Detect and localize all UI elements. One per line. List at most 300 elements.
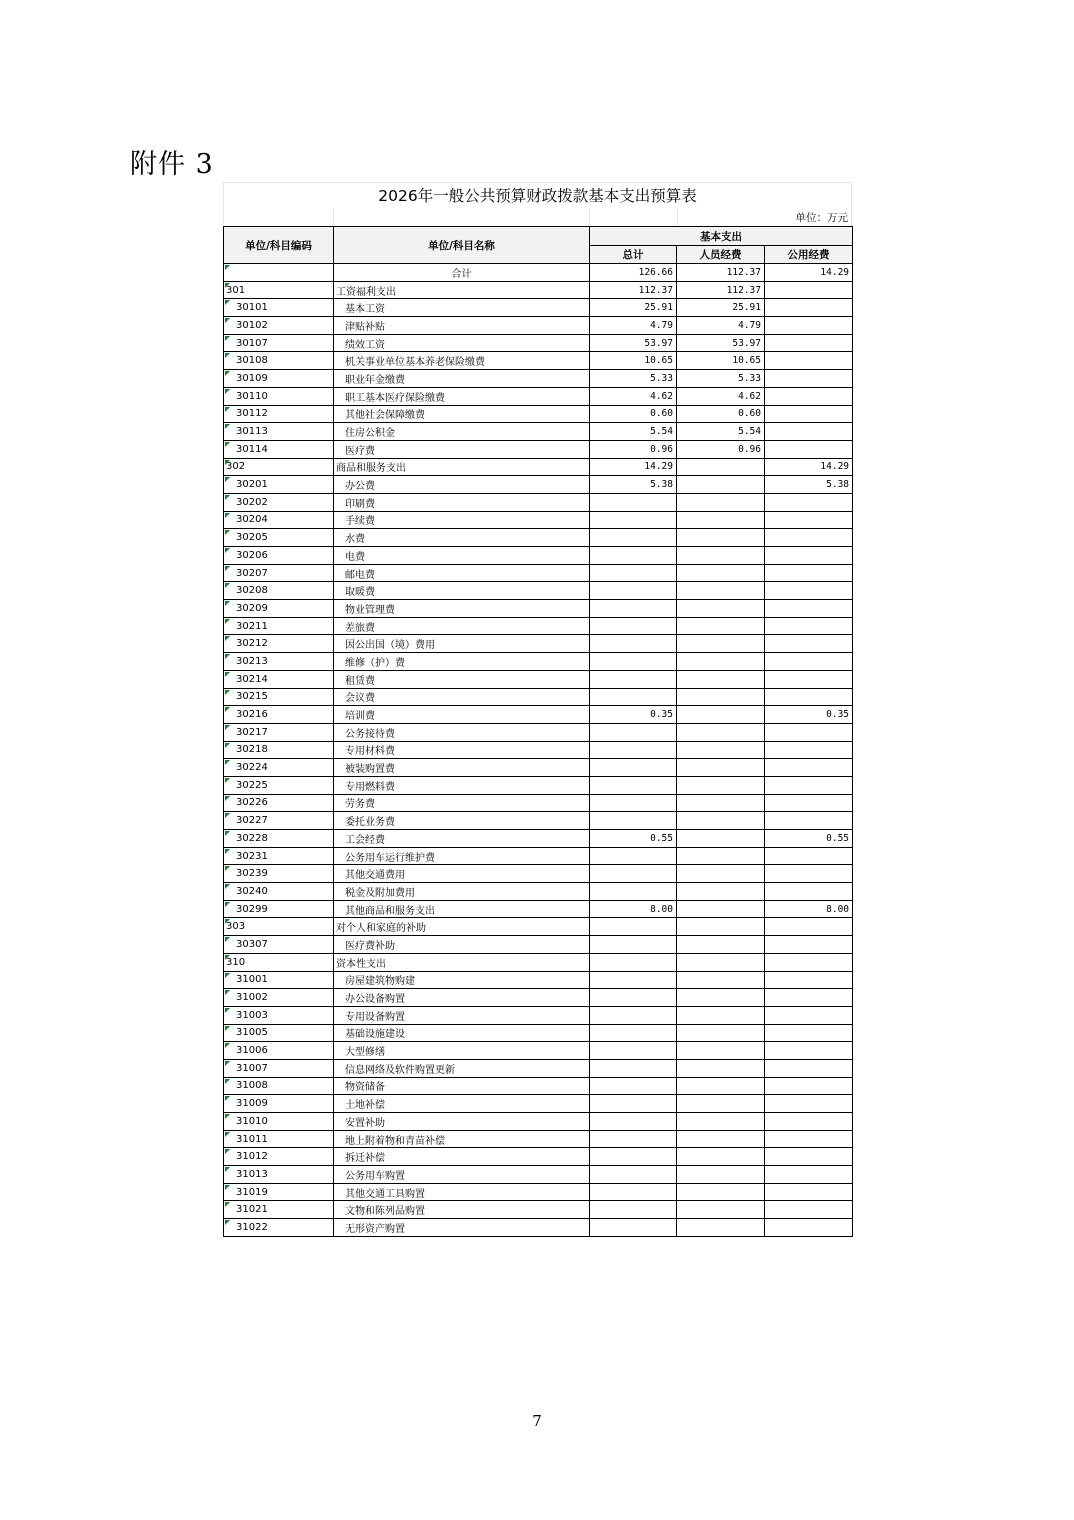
row-public (765, 493, 853, 511)
row-personnel (677, 476, 765, 494)
row-name: 住房公积金 (334, 423, 590, 441)
row-personnel (677, 936, 765, 954)
row-code: 30211 (224, 617, 334, 635)
row-total (590, 794, 677, 812)
row-name: 专用设备购置 (334, 1006, 590, 1024)
row-code: 30216 (224, 706, 334, 724)
row-personnel (677, 1059, 765, 1077)
row-public (765, 564, 853, 582)
row-personnel (677, 723, 765, 741)
row-name: 劳务费 (334, 794, 590, 812)
row-public (765, 776, 853, 794)
row-code: 31013 (224, 1166, 334, 1184)
row-public (765, 1042, 853, 1060)
row-total (590, 812, 677, 830)
row-name: 维修（护）费 (334, 653, 590, 671)
row-public (765, 759, 853, 777)
row-total (590, 493, 677, 511)
row-code: 301 (224, 281, 334, 299)
attachment-label: 附件 3 (130, 149, 214, 180)
row-code: 30225 (224, 776, 334, 794)
row-name: 其他商品和服务支出 (334, 900, 590, 918)
table-row (224, 812, 853, 830)
row-code: 30307 (224, 936, 334, 954)
table-row (224, 458, 853, 476)
row-code: 31005 (224, 1024, 334, 1042)
page-number: 7 (532, 1412, 542, 1430)
row-personnel: 5.33 (677, 370, 765, 388)
row-code: 30110 (224, 387, 334, 405)
table-row (224, 370, 853, 388)
table-row (224, 971, 853, 989)
table-row (224, 334, 853, 352)
row-total: 5.38 (590, 476, 677, 494)
row-personnel (677, 776, 765, 794)
table-row (224, 1059, 853, 1077)
row-code: 30113 (224, 423, 334, 441)
table-row (224, 317, 853, 335)
row-public (765, 423, 853, 441)
row-personnel (677, 1183, 765, 1201)
row-name: 会议费 (334, 688, 590, 706)
row-public (765, 1077, 853, 1095)
row-name: 公务用车运行维护费 (334, 847, 590, 865)
header-code: 单位/科目编码 (224, 227, 334, 264)
row-code: 30299 (224, 900, 334, 918)
row-code: 30209 (224, 600, 334, 618)
row-code: 30214 (224, 670, 334, 688)
row-public (765, 600, 853, 618)
row-name: 委托业务费 (334, 812, 590, 830)
row-total (590, 759, 677, 777)
table-row (224, 706, 853, 724)
row-code: 30107 (224, 334, 334, 352)
table-row (224, 1219, 853, 1237)
table-row (224, 1077, 853, 1095)
row-public (765, 405, 853, 423)
row-public (765, 334, 853, 352)
row-total (590, 1183, 677, 1201)
row-public: 0.35 (765, 706, 853, 724)
row-total (590, 511, 677, 529)
row-code: 31010 (224, 1113, 334, 1131)
row-name: 房屋建筑物购建 (334, 971, 590, 989)
row-total: 5.54 (590, 423, 677, 441)
row-personnel (677, 1201, 765, 1219)
row-public (765, 299, 853, 317)
row-name: 水费 (334, 529, 590, 547)
row-name: 租赁费 (334, 670, 590, 688)
row-public (765, 387, 853, 405)
table-row (224, 440, 853, 458)
row-total (590, 653, 677, 671)
row-total: 4.79 (590, 317, 677, 335)
header-name: 单位/科目名称 (334, 227, 590, 264)
row-personnel (677, 1130, 765, 1148)
row-code: 310 (224, 953, 334, 971)
row-public: 0.55 (765, 830, 853, 848)
row-code: 31006 (224, 1042, 334, 1060)
row-total: 53.97 (590, 334, 677, 352)
row-public (765, 1148, 853, 1166)
row-personnel (677, 1006, 765, 1024)
row-public (765, 352, 853, 370)
total-total: 126.66 (590, 264, 677, 282)
row-total: 5.33 (590, 370, 677, 388)
row-code: 30224 (224, 759, 334, 777)
row-code: 30101 (224, 299, 334, 317)
row-personnel (677, 582, 765, 600)
table-row (224, 1148, 853, 1166)
row-total (590, 1095, 677, 1113)
row-total (590, 582, 677, 600)
row-public (765, 547, 853, 565)
row-personnel (677, 883, 765, 901)
row-public (765, 1166, 853, 1184)
row-public (765, 688, 853, 706)
table-row (224, 493, 853, 511)
row-name: 医疗费补助 (334, 936, 590, 954)
row-public (765, 670, 853, 688)
row-public (765, 511, 853, 529)
row-personnel (677, 847, 765, 865)
table-row (224, 953, 853, 971)
row-name: 对个人和家庭的补助 (334, 918, 590, 936)
row-name: 其他交通工具购置 (334, 1183, 590, 1201)
row-personnel (677, 918, 765, 936)
row-name: 地上附着物和青苗补偿 (334, 1130, 590, 1148)
row-total (590, 936, 677, 954)
row-personnel (677, 529, 765, 547)
row-public: 14.29 (765, 458, 853, 476)
table-body (224, 264, 853, 1237)
row-code: 30231 (224, 847, 334, 865)
row-total (590, 617, 677, 635)
table-row (224, 688, 853, 706)
row-personnel: 112.37 (677, 281, 765, 299)
row-name: 工资福利支出 (334, 281, 590, 299)
row-code: 31019 (224, 1183, 334, 1201)
row-personnel (677, 1024, 765, 1042)
row-public (765, 1219, 853, 1237)
row-personnel (677, 741, 765, 759)
row-name: 津贴补贴 (334, 317, 590, 335)
table-row (224, 1095, 853, 1113)
row-public (765, 1059, 853, 1077)
row-public: 5.38 (765, 476, 853, 494)
row-personnel (677, 971, 765, 989)
row-total (590, 1201, 677, 1219)
row-total (590, 1219, 677, 1237)
row-total (590, 1130, 677, 1148)
row-name: 拆迁补偿 (334, 1148, 590, 1166)
row-personnel: 0.60 (677, 405, 765, 423)
row-public (765, 918, 853, 936)
row-personnel (677, 1166, 765, 1184)
row-public (765, 370, 853, 388)
row-public (765, 883, 853, 901)
row-name: 被装购置费 (334, 759, 590, 777)
row-code: 30228 (224, 830, 334, 848)
row-name: 安置补助 (334, 1113, 590, 1131)
row-name: 无形资产购置 (334, 1219, 590, 1237)
row-public: 8.00 (765, 900, 853, 918)
row-name: 培训费 (334, 706, 590, 724)
row-personnel (677, 953, 765, 971)
row-code: 30205 (224, 529, 334, 547)
row-total: 0.96 (590, 440, 677, 458)
row-code: 30207 (224, 564, 334, 582)
row-public (765, 1201, 853, 1219)
row-personnel: 4.62 (677, 387, 765, 405)
row-public (765, 1006, 853, 1024)
row-code: 30202 (224, 493, 334, 511)
table-row (224, 1006, 853, 1024)
row-personnel (677, 688, 765, 706)
row-code: 30239 (224, 865, 334, 883)
unit-label: 单位：万元 (795, 212, 848, 224)
table-row (224, 1166, 853, 1184)
row-public (765, 1183, 853, 1201)
row-total: 10.65 (590, 352, 677, 370)
row-total (590, 883, 677, 901)
row-personnel: 10.65 (677, 352, 765, 370)
row-total: 0.60 (590, 405, 677, 423)
row-code: 31021 (224, 1201, 334, 1219)
row-code: 31007 (224, 1059, 334, 1077)
row-public (765, 281, 853, 299)
row-public (765, 794, 853, 812)
header-total: 总计 (590, 246, 677, 264)
table-row (224, 511, 853, 529)
table-row (224, 989, 853, 1007)
row-total (590, 971, 677, 989)
row-total: 14.29 (590, 458, 677, 476)
row-name: 土地补偿 (334, 1095, 590, 1113)
table-row (224, 600, 853, 618)
row-code: 30114 (224, 440, 334, 458)
row-personnel (677, 759, 765, 777)
row-name: 专用燃料费 (334, 776, 590, 794)
row-code: 30108 (224, 352, 334, 370)
table-row (224, 1130, 853, 1148)
table-row (224, 582, 853, 600)
row-code: 30218 (224, 741, 334, 759)
row-name: 工会经费 (334, 830, 590, 848)
row-name: 专用材料费 (334, 741, 590, 759)
table-row (224, 918, 853, 936)
table-row (224, 1201, 853, 1219)
row-public (765, 953, 853, 971)
row-public (765, 582, 853, 600)
row-total (590, 1113, 677, 1131)
table-row (224, 670, 853, 688)
row-public (765, 847, 853, 865)
row-name: 其他社会保障缴费 (334, 405, 590, 423)
row-code: 31009 (224, 1095, 334, 1113)
table-row (224, 405, 853, 423)
row-personnel: 0.96 (677, 440, 765, 458)
row-code: 303 (224, 918, 334, 936)
row-name: 基本工资 (334, 299, 590, 317)
table-row (224, 883, 853, 901)
row-personnel: 25.91 (677, 299, 765, 317)
table-row (224, 352, 853, 370)
row-total (590, 1059, 677, 1077)
row-personnel (677, 989, 765, 1007)
header-public: 公用经费 (765, 246, 853, 264)
row-code: 31002 (224, 989, 334, 1007)
row-personnel (677, 564, 765, 582)
row-code: 30206 (224, 547, 334, 565)
row-name: 医疗费 (334, 440, 590, 458)
row-name: 商品和服务支出 (334, 458, 590, 476)
row-total (590, 564, 677, 582)
row-code: 30212 (224, 635, 334, 653)
row-name: 差旅费 (334, 617, 590, 635)
row-name: 办公费 (334, 476, 590, 494)
row-personnel (677, 1042, 765, 1060)
row-total: 25.91 (590, 299, 677, 317)
row-total (590, 865, 677, 883)
row-code: 31003 (224, 1006, 334, 1024)
row-code: 30217 (224, 723, 334, 741)
table-row (224, 529, 853, 547)
row-name: 资本性支出 (334, 953, 590, 971)
row-personnel (677, 617, 765, 635)
row-personnel (677, 458, 765, 476)
row-name: 公务用车购置 (334, 1166, 590, 1184)
row-name: 取暖费 (334, 582, 590, 600)
unit-row (223, 208, 852, 226)
row-code: 30208 (224, 582, 334, 600)
table-row (224, 547, 853, 565)
table-row (224, 635, 853, 653)
row-personnel (677, 812, 765, 830)
row-personnel (677, 794, 765, 812)
total-row (224, 264, 853, 282)
row-name: 印刷费 (334, 493, 590, 511)
row-name: 信息网络及软件购置更新 (334, 1059, 590, 1077)
table-row (224, 617, 853, 635)
row-public (765, 865, 853, 883)
row-public (765, 440, 853, 458)
row-total (590, 847, 677, 865)
row-public (765, 1024, 853, 1042)
row-name: 基础设施建设 (334, 1024, 590, 1042)
row-public (765, 971, 853, 989)
row-name: 绩效工资 (334, 334, 590, 352)
table-row (224, 564, 853, 582)
table-row (224, 865, 853, 883)
row-code: 30204 (224, 511, 334, 529)
table-row (224, 299, 853, 317)
row-total (590, 723, 677, 741)
row-total: 8.00 (590, 900, 677, 918)
row-code: 30227 (224, 812, 334, 830)
row-personnel (677, 1148, 765, 1166)
table-row (224, 830, 853, 848)
row-public (765, 1130, 853, 1148)
row-personnel (677, 493, 765, 511)
row-total (590, 547, 677, 565)
row-total (590, 989, 677, 1007)
table-row (224, 1024, 853, 1042)
row-name: 职业年金缴费 (334, 370, 590, 388)
row-personnel (677, 1095, 765, 1113)
table-row (224, 281, 853, 299)
row-total: 0.35 (590, 706, 677, 724)
total-label: 合计 (334, 264, 590, 282)
row-personnel (677, 670, 765, 688)
row-total: 112.37 (590, 281, 677, 299)
row-name: 机关事业单位基本养老保险缴费 (334, 352, 590, 370)
row-code: 30102 (224, 317, 334, 335)
row-personnel (677, 706, 765, 724)
row-total: 4.62 (590, 387, 677, 405)
table-row (224, 1042, 853, 1060)
row-name: 因公出国（境）费用 (334, 635, 590, 653)
row-personnel (677, 1219, 765, 1237)
total-public: 14.29 (765, 264, 853, 282)
table-row (224, 653, 853, 671)
row-code: 31022 (224, 1219, 334, 1237)
table-row (224, 723, 853, 741)
row-name: 大型修缮 (334, 1042, 590, 1060)
row-name: 物业管理费 (334, 600, 590, 618)
row-total (590, 776, 677, 794)
table-row (224, 741, 853, 759)
row-name: 邮电费 (334, 564, 590, 582)
header-personnel: 人员经费 (677, 246, 765, 264)
row-code: 30215 (224, 688, 334, 706)
row-total (590, 1148, 677, 1166)
row-code: 30226 (224, 794, 334, 812)
row-code: 30201 (224, 476, 334, 494)
row-code: 30213 (224, 653, 334, 671)
row-personnel (677, 1113, 765, 1131)
row-public (765, 635, 853, 653)
row-personnel (677, 600, 765, 618)
row-code: 30240 (224, 883, 334, 901)
table-row (224, 1183, 853, 1201)
row-personnel: 5.54 (677, 423, 765, 441)
budget-sheet (223, 182, 852, 1237)
row-public (765, 936, 853, 954)
row-code: 31008 (224, 1077, 334, 1095)
row-total (590, 635, 677, 653)
row-public (765, 1095, 853, 1113)
table-row (224, 476, 853, 494)
row-public (765, 529, 853, 547)
row-public (765, 812, 853, 830)
row-public (765, 617, 853, 635)
row-personnel (677, 547, 765, 565)
row-total (590, 529, 677, 547)
table-row (224, 776, 853, 794)
row-personnel: 4.79 (677, 317, 765, 335)
table-row (224, 759, 853, 777)
row-personnel (677, 1077, 765, 1095)
total-code-cell (224, 264, 334, 282)
row-code: 31001 (224, 971, 334, 989)
row-name: 公务接待费 (334, 723, 590, 741)
total-personnel: 112.37 (677, 264, 765, 282)
table-row (224, 1113, 853, 1131)
row-name: 办公设备购置 (334, 989, 590, 1007)
row-name: 文物和陈列品购置 (334, 1201, 590, 1219)
row-public (765, 317, 853, 335)
